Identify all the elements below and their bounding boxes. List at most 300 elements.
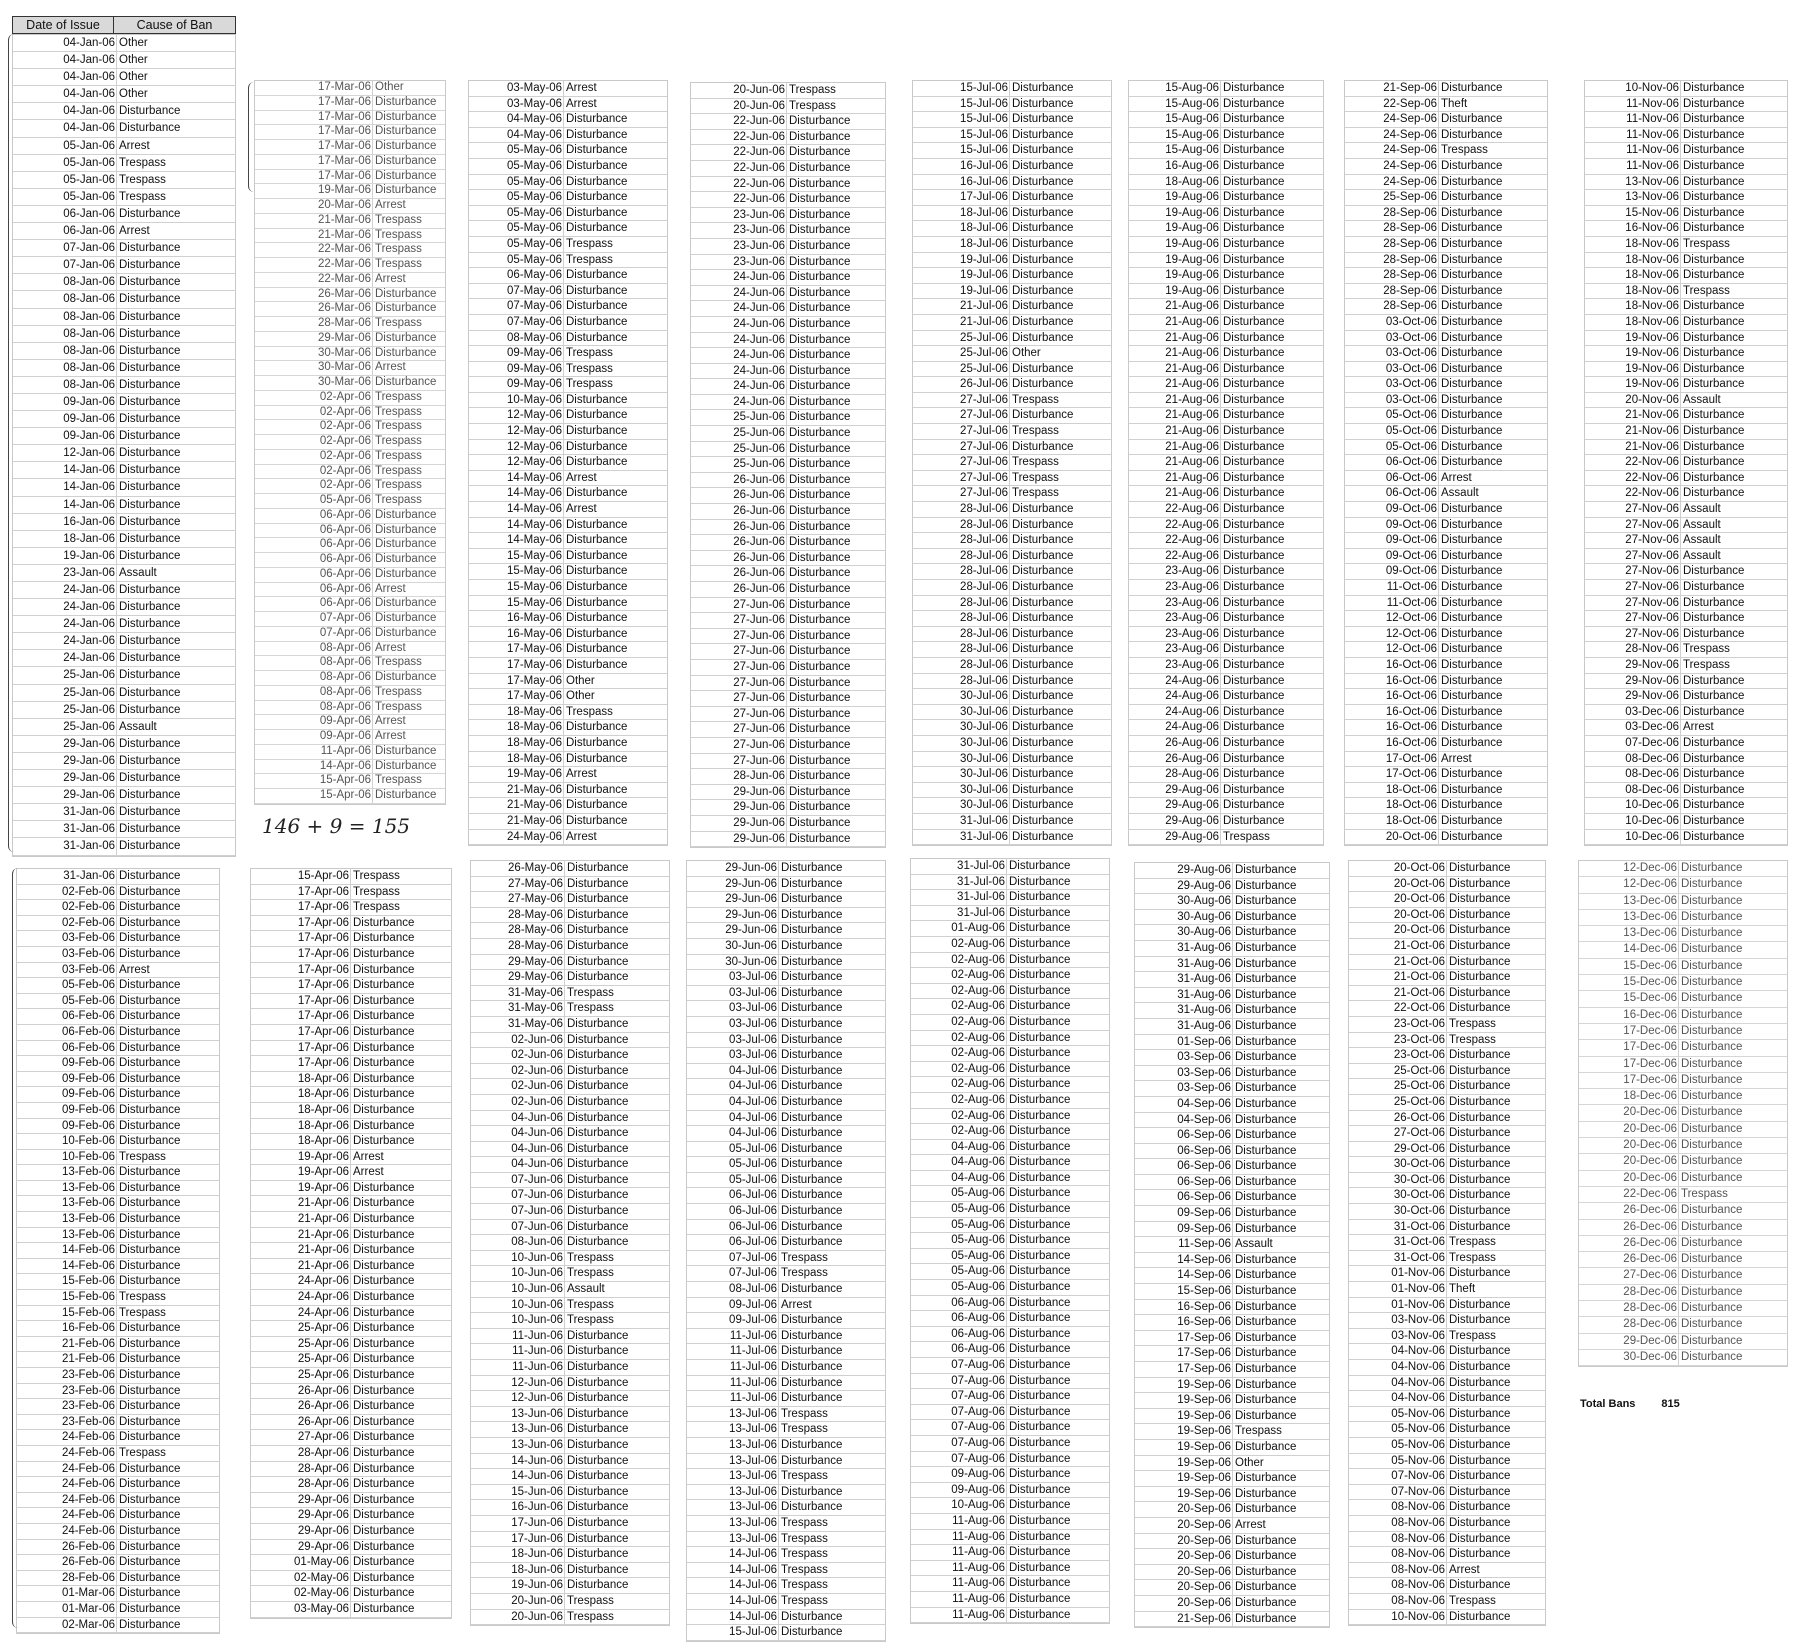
date-cell: 27-Nov-06 <box>1585 533 1681 548</box>
cause-cell: Disturbance <box>1441 331 1503 344</box>
cause-cell: Disturbance <box>375 626 437 639</box>
ban-column-6 <box>1128 80 1324 846</box>
table-row <box>1129 81 1323 97</box>
date-cell: 15-Dec-06 <box>1579 991 1679 1006</box>
cause-cell: Arrest <box>566 503 597 516</box>
date-cell: 06-Sep-06 <box>1135 1175 1233 1190</box>
table-row <box>13 291 235 308</box>
table-row <box>687 1033 885 1049</box>
cause-cell: Disturbance <box>1683 690 1745 703</box>
date-cell: 27-Jun-06 <box>691 660 787 675</box>
date-cell: 02-Aug-06 <box>911 1062 1007 1077</box>
cause-cell: Disturbance <box>789 458 851 471</box>
date-cell: 21-Aug-06 <box>1129 315 1221 330</box>
cause-cell: Arrest <box>375 272 406 285</box>
date-cell: 06-Apr-06 <box>255 597 373 611</box>
table-row <box>469 830 667 846</box>
cause-cell: Disturbance <box>1681 1269 1743 1282</box>
table-row <box>17 900 219 916</box>
table-row <box>469 798 667 814</box>
cause-cell: Disturbance <box>1449 1345 1511 1358</box>
cause-cell: Disturbance <box>1683 783 1745 796</box>
table-row <box>913 674 1111 690</box>
date-cell: 20-Oct-06 <box>1349 861 1447 876</box>
date-cell: 26-Jul-06 <box>913 377 1010 392</box>
table-row <box>691 473 885 489</box>
date-cell: 21-Apr-06 <box>251 1243 351 1258</box>
table-row <box>17 916 219 932</box>
cause-cell: Disturbance <box>566 409 628 422</box>
date-cell: 03-Sep-06 <box>1135 1066 1233 1081</box>
table-row <box>1579 975 1787 991</box>
date-cell: 03-Oct-06 <box>1345 362 1439 377</box>
cause-cell: Disturbance <box>1441 674 1503 687</box>
date-cell: 31-May-06 <box>471 1017 565 1032</box>
cause-cell: Disturbance <box>1235 1440 1297 1453</box>
date-cell: 19-Jun-06 <box>471 1578 565 1593</box>
date-cell: 05-Oct-06 <box>1345 424 1439 439</box>
table-row <box>1579 1317 1787 1333</box>
date-cell: 13-Jul-06 <box>687 1516 779 1531</box>
cause-cell: Other <box>119 71 148 84</box>
cause-cell: Disturbance <box>1012 596 1074 609</box>
table-row <box>687 1079 885 1095</box>
table-row <box>913 549 1111 565</box>
cause-cell: Arrest <box>566 82 597 94</box>
cause-cell: Disturbance <box>353 1135 415 1148</box>
date-cell: 27-Jun-06 <box>691 707 787 722</box>
date-cell: 14-Jan-06 <box>13 479 117 495</box>
cause-cell: Trespass <box>1681 1187 1728 1200</box>
table-row <box>251 1150 451 1166</box>
date-cell: 15-May-06 <box>469 596 564 611</box>
cause-cell: Disturbance <box>119 932 181 945</box>
cause-cell: Disturbance <box>353 1602 415 1615</box>
cause-cell: Arrest <box>375 715 406 728</box>
table-row <box>1585 518 1787 534</box>
cause-cell: Disturbance <box>119 1400 181 1413</box>
bracket-mark <box>248 82 254 192</box>
table-row <box>471 1563 669 1579</box>
cause-cell: Disturbance <box>781 1220 843 1233</box>
date-cell: 08-Jun-06 <box>471 1235 565 1250</box>
cause-cell: Disturbance <box>1012 331 1074 344</box>
table-row <box>1349 970 1545 986</box>
table-row <box>687 1235 885 1251</box>
table-row <box>1579 959 1787 975</box>
cause-cell: Disturbance <box>1449 1173 1511 1186</box>
cause-cell: Theft <box>1449 1283 1476 1296</box>
cause-cell: Disturbance <box>1235 1175 1297 1188</box>
table-row <box>1345 284 1547 300</box>
table-row <box>1349 1563 1545 1579</box>
cause-cell: Disturbance <box>119 105 181 118</box>
date-cell: 10-Nov-06 <box>1585 81 1681 96</box>
date-cell: 19-Aug-06 <box>1129 221 1221 236</box>
table-row <box>17 1181 219 1197</box>
date-cell: 21-Oct-06 <box>1349 970 1447 985</box>
cause-cell: Disturbance <box>567 1516 629 1529</box>
cause-cell: Disturbance <box>1449 1002 1511 1015</box>
date-cell: 01-Nov-06 <box>1349 1298 1447 1313</box>
table-row <box>255 273 445 288</box>
date-cell: 28-May-06 <box>471 923 565 938</box>
date-cell: 18-Jul-06 <box>913 221 1010 236</box>
date-cell: 31-Jul-06 <box>911 906 1007 921</box>
cause-cell: Disturbance <box>789 161 851 174</box>
table-row <box>471 1048 669 1064</box>
cause-cell: Trespass <box>375 656 422 669</box>
date-cell: 02-Aug-06 <box>911 1077 1007 1092</box>
date-cell: 15-Feb-06 <box>17 1306 117 1321</box>
cause-cell: Disturbance <box>1223 690 1285 703</box>
table-row <box>13 531 235 548</box>
date-cell: 22-Jun-06 <box>691 114 787 129</box>
table-row <box>255 524 445 539</box>
date-cell: 06-Feb-06 <box>17 1009 117 1024</box>
table-row <box>1129 455 1323 471</box>
table-row <box>17 1041 219 1057</box>
table-row <box>469 128 667 144</box>
table-row <box>13 428 235 445</box>
date-cell: 02-Aug-06 <box>911 1031 1007 1046</box>
cause-cell: Disturbance <box>566 487 628 500</box>
date-cell: 24-Jun-06 <box>691 364 787 379</box>
cause-cell: Disturbance <box>781 1283 843 1296</box>
table-row <box>913 393 1111 409</box>
cause-cell: Disturbance <box>567 1579 629 1592</box>
table-row <box>469 97 667 113</box>
table-row <box>913 253 1111 269</box>
date-cell: 15-Aug-06 <box>1129 81 1221 96</box>
table-row <box>255 81 445 96</box>
cause-cell: Trespass <box>781 1423 828 1436</box>
table-row <box>471 861 669 877</box>
cause-cell: Disturbance <box>1449 1111 1511 1124</box>
cause-cell: Disturbance <box>119 901 181 914</box>
date-cell: 05-Aug-06 <box>911 1202 1007 1217</box>
table-row <box>911 1015 1109 1031</box>
table-row <box>469 642 667 658</box>
date-cell: 02-Aug-06 <box>911 953 1007 968</box>
table-row <box>1349 1173 1545 1189</box>
date-cell: 19-Jul-06 <box>913 268 1010 283</box>
cause-cell: Disturbance <box>375 287 437 300</box>
table-row <box>255 671 445 686</box>
cause-cell: Disturbance <box>1683 799 1745 812</box>
table-row <box>1585 502 1787 518</box>
cause-cell: Disturbance <box>353 916 415 929</box>
date-cell: 17-Jul-06 <box>913 190 1010 205</box>
table-row <box>255 155 445 170</box>
table-row <box>691 348 885 364</box>
table-row <box>251 1586 451 1602</box>
cause-cell: Disturbance <box>789 239 851 252</box>
date-cell: 06-Sep-06 <box>1135 1144 1233 1159</box>
cause-cell: Arrest <box>375 199 406 211</box>
date-cell: 02-May-06 <box>251 1586 351 1601</box>
cause-cell: Disturbance <box>1235 1472 1297 1485</box>
date-cell: 12-Dec-06 <box>1579 861 1679 876</box>
date-cell: 06-Aug-06 <box>911 1327 1007 1342</box>
table-row <box>1135 1237 1329 1253</box>
table-row <box>1585 112 1787 128</box>
table-row <box>691 691 885 707</box>
table-row <box>13 223 235 240</box>
cause-cell: Disturbance <box>1223 82 1285 94</box>
table-row <box>469 424 667 440</box>
table-row <box>469 486 667 502</box>
cause-cell: Disturbance <box>119 1135 181 1148</box>
cause-cell: Disturbance <box>567 908 629 921</box>
cause-cell: Disturbance <box>119 498 181 511</box>
cause-cell: Disturbance <box>781 1438 843 1451</box>
table-row <box>17 1337 219 1353</box>
table-row <box>1345 81 1547 97</box>
date-cell: 04-Jul-06 <box>687 1079 779 1094</box>
table-row <box>17 931 219 947</box>
date-cell: 11-Apr-06 <box>255 745 373 759</box>
cause-cell: Disturbance <box>1449 1485 1511 1498</box>
date-cell: 21-Jul-06 <box>913 315 1010 330</box>
date-cell: 16-Sep-06 <box>1135 1300 1233 1315</box>
date-cell: 30-Mar-06 <box>255 361 373 375</box>
cause-cell: Disturbance <box>1681 943 1743 956</box>
date-cell: 27-Jun-06 <box>691 598 787 613</box>
date-cell: 26-Aug-06 <box>1129 736 1221 751</box>
cause-cell: Disturbance <box>1681 1318 1743 1331</box>
cause-cell: Disturbance <box>375 597 437 610</box>
date-cell: 18-Nov-06 <box>1585 268 1681 283</box>
table-row <box>1345 253 1547 269</box>
table-row <box>691 255 885 271</box>
date-cell: 09-Jul-06 <box>687 1298 779 1313</box>
table-row <box>1349 1594 1545 1610</box>
table-row <box>911 953 1109 969</box>
date-cell: 16-Aug-06 <box>1129 159 1221 174</box>
table-row <box>13 667 235 684</box>
table-row <box>255 332 445 347</box>
cause-cell: Disturbance <box>781 1189 843 1202</box>
date-cell: 08-Nov-06 <box>1349 1563 1447 1578</box>
date-cell: 27-Jul-06 <box>913 486 1010 501</box>
cause-cell: Disturbance <box>1009 1561 1071 1574</box>
date-cell: 01-Aug-06 <box>911 921 1007 936</box>
table-row <box>1345 486 1547 502</box>
date-cell: 21-Feb-06 <box>17 1337 117 1352</box>
table-row <box>251 1119 451 1135</box>
cause-cell: Disturbance <box>1681 959 1743 972</box>
date-cell: 24-Jan-06 <box>13 616 117 632</box>
cause-of-ban-header: Cause of Ban <box>136 18 213 32</box>
date-cell: 01-May-06 <box>251 1555 351 1570</box>
date-cell: 20-Dec-06 <box>1579 1122 1679 1137</box>
cause-cell: Disturbance <box>1441 534 1503 547</box>
date-cell: 22-Nov-06 <box>1585 471 1681 486</box>
date-cell: 05-May-06 <box>469 253 564 268</box>
cause-cell: Disturbance <box>1009 1514 1071 1527</box>
date-cell: 05-May-06 <box>469 159 564 174</box>
cause-cell: Disturbance <box>781 986 843 999</box>
date-cell: 26-May-06 <box>471 861 565 876</box>
cause-cell: Disturbance <box>789 536 851 549</box>
table-row <box>1585 440 1787 456</box>
cause-cell: Disturbance <box>567 1158 629 1171</box>
table-row <box>687 1469 885 1485</box>
cause-cell: Disturbance <box>1681 878 1743 891</box>
date-cell: 09-Oct-06 <box>1345 533 1439 548</box>
date-cell: 05-Aug-06 <box>911 1249 1007 1264</box>
date-cell: 27-Dec-06 <box>1579 1268 1679 1283</box>
table-row <box>1585 564 1787 580</box>
date-cell: 09-Aug-06 <box>911 1467 1007 1482</box>
table-row <box>1579 1285 1787 1301</box>
date-cell: 05-Jul-06 <box>687 1157 779 1172</box>
date-cell: 27-Nov-06 <box>1585 596 1681 611</box>
date-cell: 23-Aug-06 <box>1129 564 1221 579</box>
date-cell: 13-Nov-06 <box>1585 175 1681 190</box>
cause-cell: Disturbance <box>1449 1438 1511 1451</box>
cause-cell: Disturbance <box>119 686 181 699</box>
table-row <box>255 701 445 716</box>
cause-cell: Trespass <box>566 347 613 360</box>
cause-cell: Disturbance <box>1009 1047 1071 1060</box>
cause-cell: Disturbance <box>566 814 628 827</box>
table-row <box>687 861 885 877</box>
date-cell: 15-Sep-06 <box>1135 1284 1233 1299</box>
ban-column-9 <box>16 868 220 1634</box>
cause-cell: Assault <box>567 1283 605 1296</box>
date-cell: 31-Jan-06 <box>13 838 117 854</box>
table-row <box>1349 1220 1545 1236</box>
cause-cell: Disturbance <box>353 1571 415 1584</box>
table-row <box>691 223 885 239</box>
cause-cell: Disturbance <box>781 1127 843 1140</box>
table-row <box>687 1298 885 1314</box>
cause-cell: Disturbance <box>119 1478 181 1491</box>
cause-cell: Disturbance <box>119 242 181 255</box>
cause-cell: Disturbance <box>375 346 437 359</box>
cause-cell: Disturbance <box>789 177 851 190</box>
date-cell: 02-Apr-06 <box>255 450 373 464</box>
table-row <box>13 189 235 206</box>
cause-cell: Disturbance <box>1012 518 1074 531</box>
cause-cell: Disturbance <box>789 785 851 798</box>
table-row <box>255 494 445 509</box>
table-row <box>469 767 667 783</box>
cause-cell: Disturbance <box>1235 910 1297 923</box>
date-cell: 22-Jun-06 <box>691 145 787 160</box>
table-row <box>911 906 1109 922</box>
date-cell: 10-Jun-06 <box>471 1298 565 1313</box>
date-cell: 22-Aug-06 <box>1129 533 1221 548</box>
cause-cell: Disturbance <box>119 532 181 545</box>
date-cell: 07-Jun-06 <box>471 1220 565 1235</box>
date-cell: 03-Jul-06 <box>687 1001 779 1016</box>
date-cell: 20-Nov-06 <box>1585 393 1681 408</box>
date-cell: 14-May-06 <box>469 533 564 548</box>
table-row <box>1585 830 1787 846</box>
cause-cell: Disturbance <box>1683 581 1745 593</box>
date-cell: 09-Apr-06 <box>255 715 373 729</box>
table-row <box>1135 1284 1329 1300</box>
table-row <box>1585 346 1787 362</box>
table-row <box>251 900 451 916</box>
cause-cell: Disturbance <box>119 947 181 960</box>
date-cell: 29-Aug-06 <box>1129 783 1221 798</box>
date-cell: 23-Feb-06 <box>17 1384 117 1399</box>
date-cell: 11-Aug-06 <box>911 1530 1007 1545</box>
date-cell: 10-Jun-06 <box>471 1266 565 1281</box>
cause-cell: Trespass <box>1683 658 1730 671</box>
cause-cell: Other <box>119 37 148 49</box>
cause-cell: Disturbance <box>1681 1236 1743 1249</box>
cause-cell: Disturbance <box>119 1228 181 1241</box>
cause-cell: Disturbance <box>1235 1097 1297 1110</box>
table-row <box>691 816 885 832</box>
date-cell: 27-Nov-06 <box>1585 549 1681 564</box>
cause-cell: Disturbance <box>567 1563 629 1576</box>
cause-cell: Other <box>1235 1456 1264 1469</box>
cause-cell: Trespass <box>567 1251 614 1264</box>
table-row <box>1135 1035 1329 1051</box>
table-row <box>17 1618 219 1634</box>
date-cell: 27-Jun-06 <box>691 722 787 737</box>
date-cell: 22-Jun-06 <box>691 130 787 145</box>
date-cell: 19-Sep-06 <box>1135 1393 1233 1408</box>
table-row <box>251 1103 451 1119</box>
date-cell: 09-May-06 <box>469 362 564 377</box>
table-row <box>469 331 667 347</box>
date-cell: 10-Feb-06 <box>17 1150 117 1165</box>
date-cell: 10-Dec-06 <box>1585 798 1681 813</box>
table-row <box>469 315 667 331</box>
date-cell: 06-Jul-06 <box>687 1235 779 1250</box>
table-row <box>913 424 1111 440</box>
table-row <box>913 689 1111 705</box>
date-cell: 15-Aug-06 <box>1129 128 1221 143</box>
date-cell: 29-Nov-06 <box>1585 674 1681 689</box>
table-row <box>1579 1171 1787 1187</box>
cause-cell: Disturbance <box>1235 973 1297 986</box>
cause-cell: Disturbance <box>119 669 181 682</box>
table-row <box>1585 362 1787 378</box>
date-cell: 08-Jan-06 <box>13 291 117 307</box>
cause-cell: Disturbance <box>119 1025 181 1038</box>
table-row <box>913 627 1111 643</box>
table-row <box>469 564 667 580</box>
date-cell: 19-Aug-06 <box>1129 237 1221 252</box>
date-cell: 14-Feb-06 <box>17 1243 117 1258</box>
cause-cell: Disturbance <box>1441 409 1503 422</box>
date-cell: 24-Jun-06 <box>691 379 787 394</box>
cause-cell: Assault <box>1683 549 1721 562</box>
table-row <box>1135 1534 1329 1550</box>
table-row <box>913 97 1111 113</box>
table-row <box>255 302 445 317</box>
table-row <box>1585 143 1787 159</box>
table-row <box>1579 1024 1787 1040</box>
table-row <box>911 1530 1109 1546</box>
cause-cell: Disturbance <box>1683 206 1745 219</box>
table-row <box>1135 1113 1329 1129</box>
date-cell: 06-Sep-06 <box>1135 1159 1233 1174</box>
table-row <box>691 629 885 645</box>
date-cell: 19-Aug-06 <box>1129 253 1221 268</box>
cause-cell: Disturbance <box>566 534 628 547</box>
date-cell: 11-Aug-06 <box>911 1576 1007 1591</box>
cause-cell: Arrest <box>1235 1518 1266 1531</box>
